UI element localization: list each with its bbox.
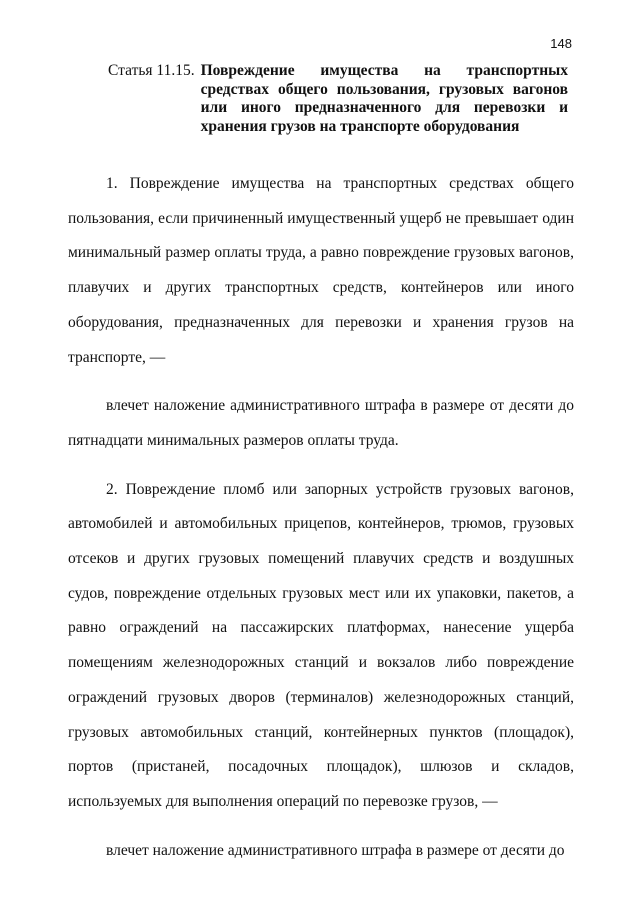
paragraph-part-2: 2. Повреждение пломб или запорных устройств грузовых вагонов, автомобилей и автомобильных прицепов, контейнеров, трюмов, грузовых отсеков и других грузовых помещений плавучих средств и воздушных судов, повреждение отдельных грузовых мест или их упаковки, пакетов, а равно ограждений на пассажирских платформах, нанесение ущерба помещениям железнодорожных станций и вокзалов либо повреждение ограждений грузовых дворов (терминалов) железнодорожных станций, грузовых автомобильных станций, контейнерных пунктов (площадок), портов (пристаней, посадочных площадок), шлюзов и складов, используемых для выполнения операций по перевозке грузов, — bbox=[68, 480, 574, 810]
page-number: 148 bbox=[550, 36, 572, 51]
article-label: Статья 11.15. bbox=[108, 62, 195, 79]
paragraph-part-1: 1. Повреждение имущества на транспортных средствах общего пользования, если причиненный имущественный ущерб не превышает один минимальный размер оплаты труда, а равно повреждение грузовых вагонов, плавучих и других транспортных средств, контейнеров или иного оборудования, предназначенных для перевозки и хранения грузов на транспорте, — bbox=[68, 175, 574, 366]
paragraph-sanction-1: влечет наложение административного штрафа в размере от десяти до пятнадцати минимальных размеров оплаты труда. bbox=[68, 397, 574, 449]
article-header bbox=[108, 62, 568, 136]
article-body bbox=[68, 167, 574, 882]
paragraph-sanction-2: влечет наложение административного штрафа в размере от десяти до bbox=[106, 841, 565, 859]
article-title: Повреждение имущества на транспортных средствах общего пользования, грузовых вагонов или иного предназначенного для перевозки и хранения грузов на транспорте оборудования bbox=[200, 62, 568, 135]
